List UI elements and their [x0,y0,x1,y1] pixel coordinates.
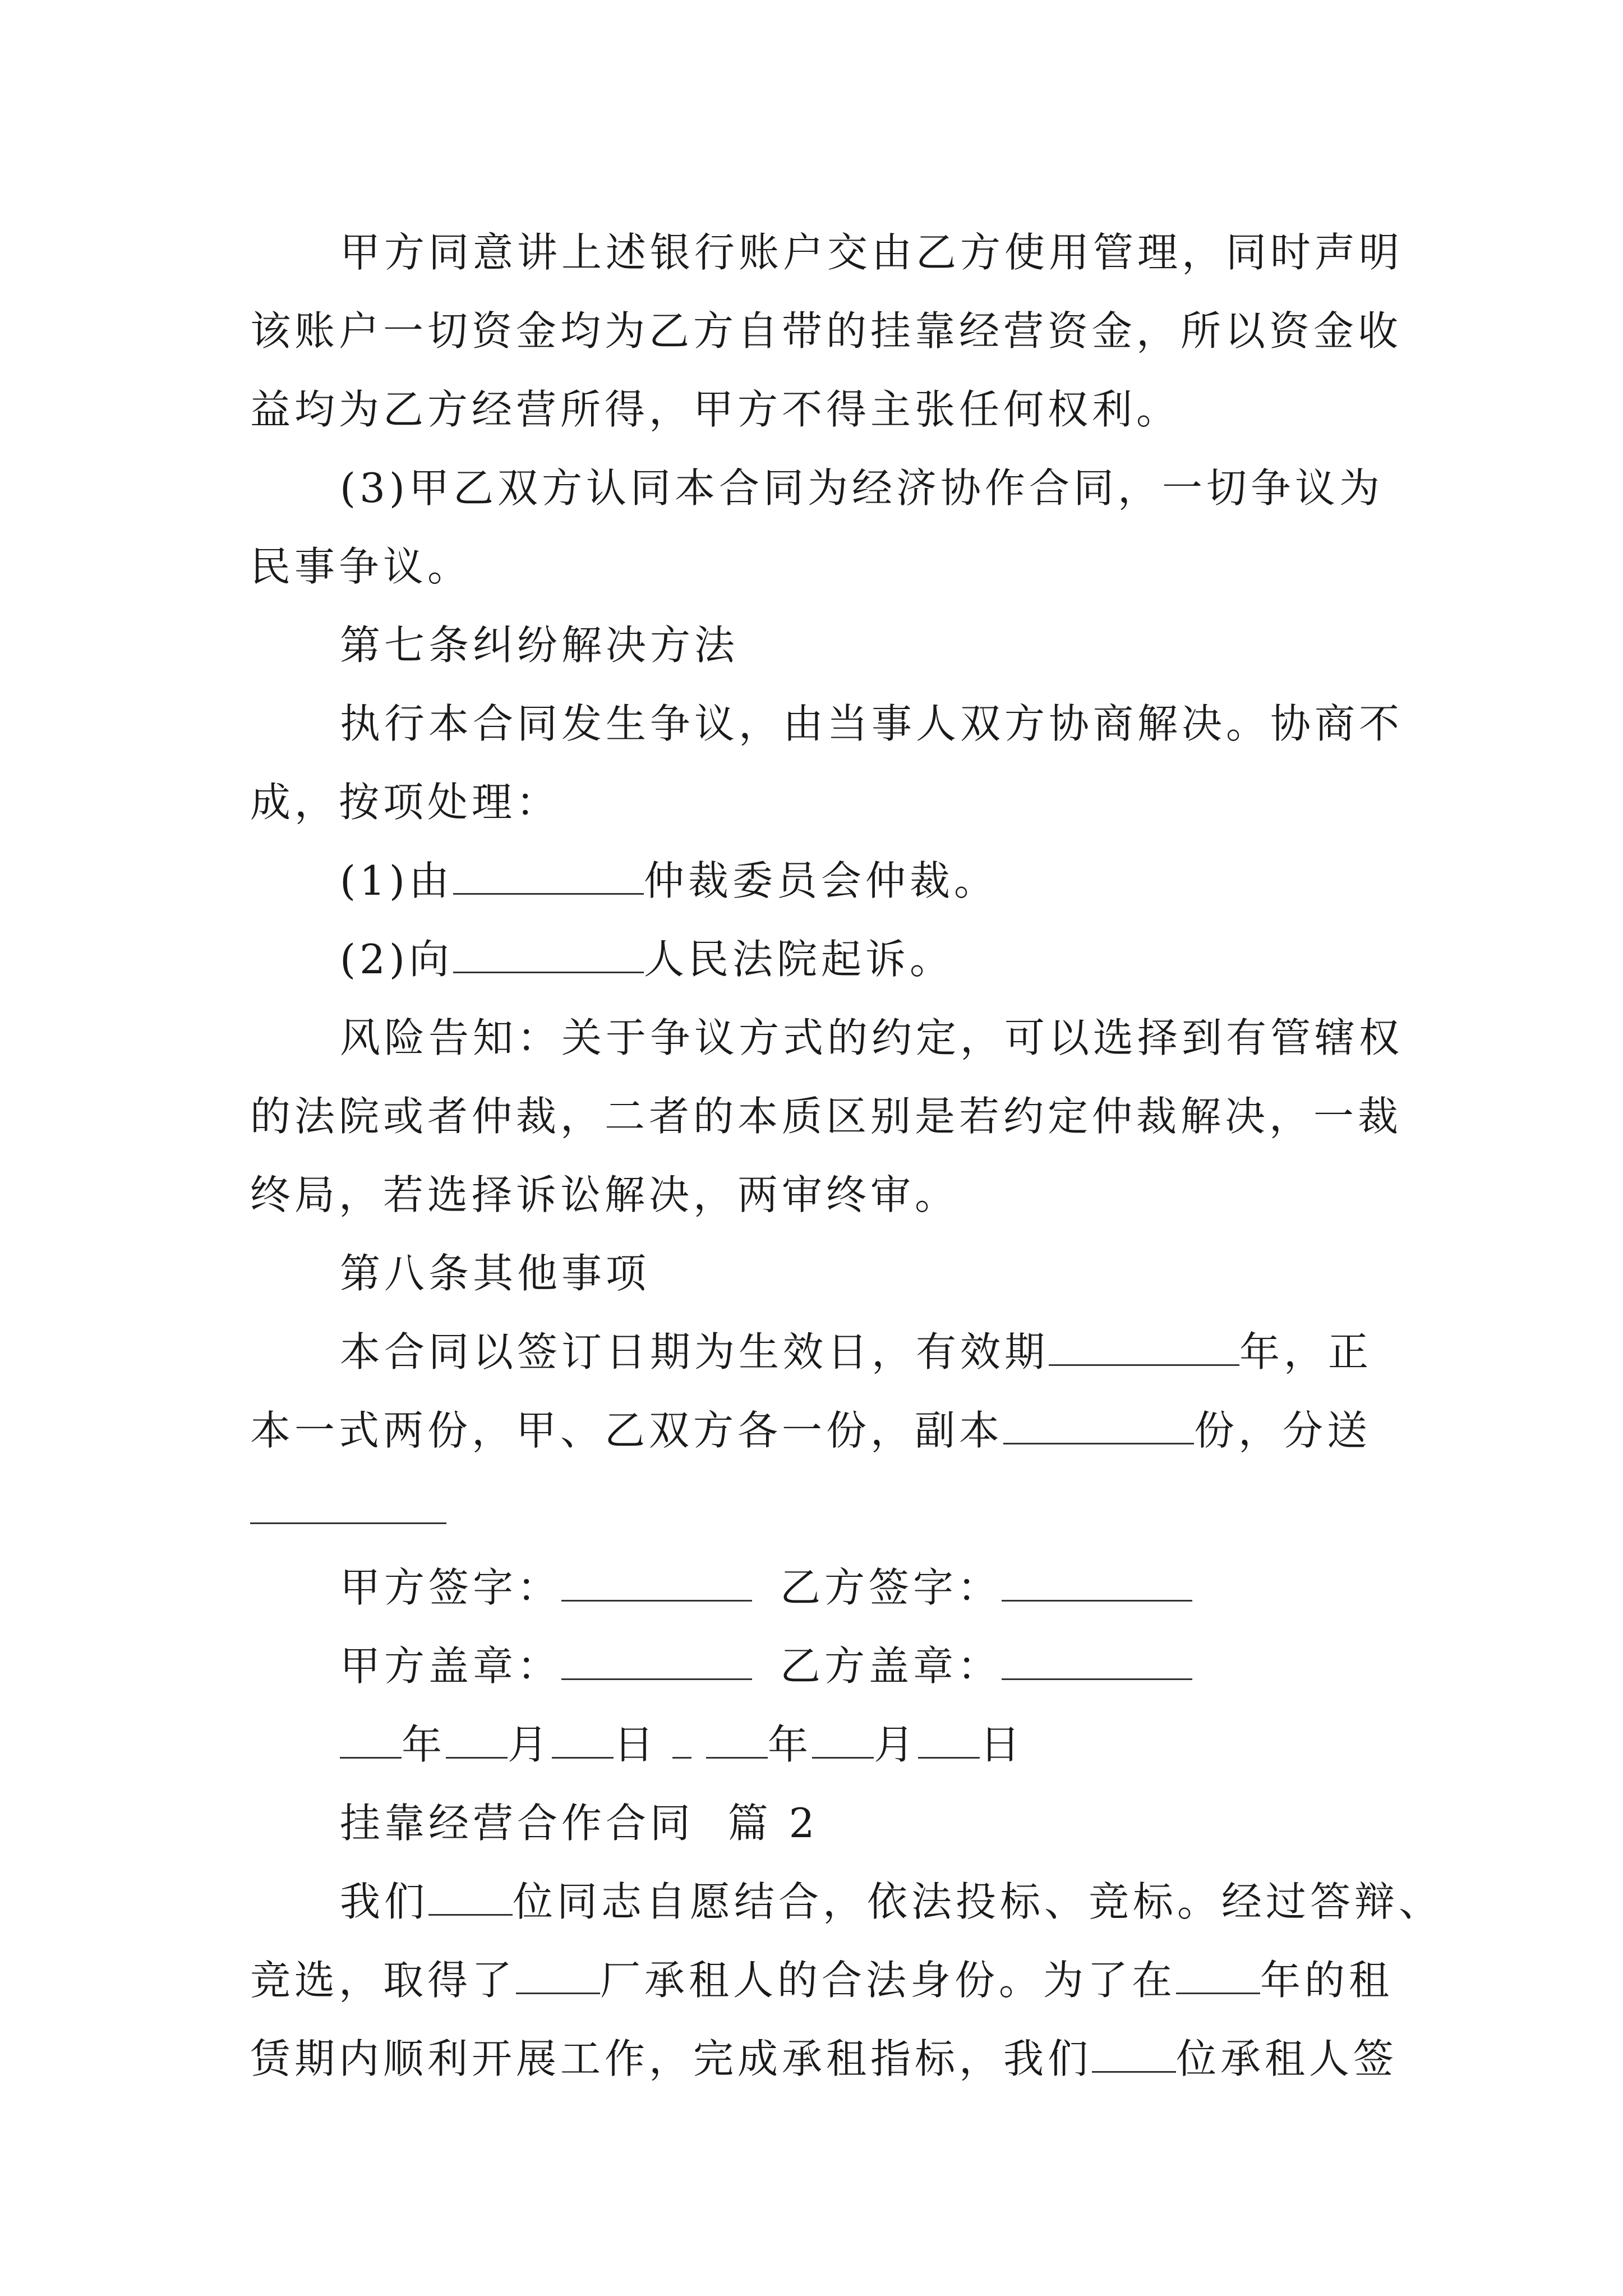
paragraph-lease-intro [250,1862,1444,2098]
text-line: 执行本合同发生争议，由当事人双方协商解决。协商不 [340,700,1404,747]
blank-field [250,1490,446,1524]
text-line: 益均为乙方经营所得，甲方不得主张任何权利。 [250,386,1181,433]
text-segment: 赁期内顺利开展工作，完成承租指标，我们 [250,2035,1092,2082]
text-segment: 本一式两份，甲、乙双方各一份，副本 [250,1407,1004,1454]
text-line: 的法院或者仲裁，二者的本质区别是若约定仲裁解决，一裁 [250,1093,1403,1140]
text-line [250,1391,1391,1470]
text-segment: 位承租人签 [1176,2035,1398,2082]
party-a-seal-blank [561,1646,752,1680]
party-a-seal-label: 甲方盖章： [340,1642,562,1690]
item-suffix: 仲裁委员会仲裁。 [644,857,999,904]
text-line: 民事争议。 [250,543,472,590]
blank-field [453,861,644,895]
date-row [250,1705,1391,1784]
year-label: 年 [768,1721,813,1768]
article-7-heading [250,606,1391,684]
party-b-seal-blank [1002,1646,1192,1680]
text-line: (3)甲乙双方认同本合同为经济协作合同，一切争议为 [340,464,1384,512]
text-line [250,1862,1444,1941]
blank-field [453,939,644,973]
text-line: 风险告知：关于争议方式的约定，可以选择到有管辖权 [340,1014,1404,1061]
signature-row [250,1548,1391,1627]
text-segment: 年，正 [1239,1328,1373,1375]
paragraph-bank-account [250,213,1404,449]
text-segment: 份，分送 [1194,1407,1372,1454]
article-8-heading [250,1234,1391,1313]
item-prefix: (1)由 [340,857,453,904]
month-blank [812,1724,874,1759]
text-segment: 我们 [340,1878,429,1925]
text-line: 终局，若选择诉讼解决，两审终审。 [250,1171,960,1218]
text-segment: 年的租 [1260,1957,1394,2004]
section-2-heading [250,1784,1391,1862]
item-prefix: (2)向 [340,936,453,983]
text-segment: 竞选，取得了 [250,1957,517,2004]
month-blank [446,1724,508,1759]
text-line [250,1627,1391,1705]
year-label: 年 [402,1721,446,1768]
blank-field [428,1881,513,1916]
paragraph-dispute-resolution [250,684,1404,841]
heading-text: 第八条其他事项 [340,1250,651,1297]
text-line [250,1705,1391,1784]
paragraph-economic-cooperation [250,449,1391,606]
distribution-blank-line [250,1470,1391,1548]
party-b-signature-label: 乙方签字： [780,1564,1002,1611]
party-b-seal-label: 乙方盖章： [780,1642,1002,1690]
day-label: 日 [614,1721,658,1768]
blank-field [1176,1960,1260,1994]
text-line [250,1548,1391,1627]
text-line [250,1313,1391,1391]
blank-field [1049,1332,1239,1366]
text-segment: 位同志自愿结合，依法投标、竞标。经过答辩、 [513,1878,1444,1925]
party-a-signature-label: 甲方签字： [340,1564,562,1611]
month-label: 月 [874,1721,919,1768]
year-blank [340,1724,402,1759]
heading-text: 第七条纠纷解决方法 [340,622,739,669]
party-b-signature-blank [1002,1567,1192,1602]
text-line: 甲方同意讲上述银行账户交由乙方使用管理，同时声明 [340,229,1404,276]
party-a-signature-blank [561,1567,752,1602]
heading-text: 挂靠经营合作合同 篇 2 [340,1800,819,1847]
text-line [250,1941,1394,2019]
document-page [250,213,1444,2098]
text-line [250,841,1391,920]
item-arbitration [250,841,1391,920]
day-blank [552,1724,614,1759]
blank-field [1003,1410,1194,1444]
paragraph-validity [250,1313,1391,1470]
text-line [250,2019,1398,2098]
seal-row [250,1627,1391,1705]
day-blank [918,1724,980,1759]
blank-field [1092,2039,1176,2073]
separator-blank [672,1724,691,1759]
day-label: 日 [980,1721,1025,1768]
text-line: 成，按项处理： [250,779,561,826]
year-blank [706,1724,768,1759]
text-line: 该账户一切资金均为乙方自带的挂靠经营资金，所以资金收 [250,307,1403,355]
text-segment: 厂承租人的合法身份。为了在 [600,1957,1177,2004]
blank-field [516,1960,600,1994]
month-label: 月 [508,1721,552,1768]
item-court [250,920,1391,999]
item-suffix: 人民法院起诉。 [644,936,955,983]
paragraph-risk-notice [250,999,1404,1234]
text-line [250,920,1391,999]
text-segment: 本合同以签订日期为生效日，有效期 [340,1328,1049,1375]
